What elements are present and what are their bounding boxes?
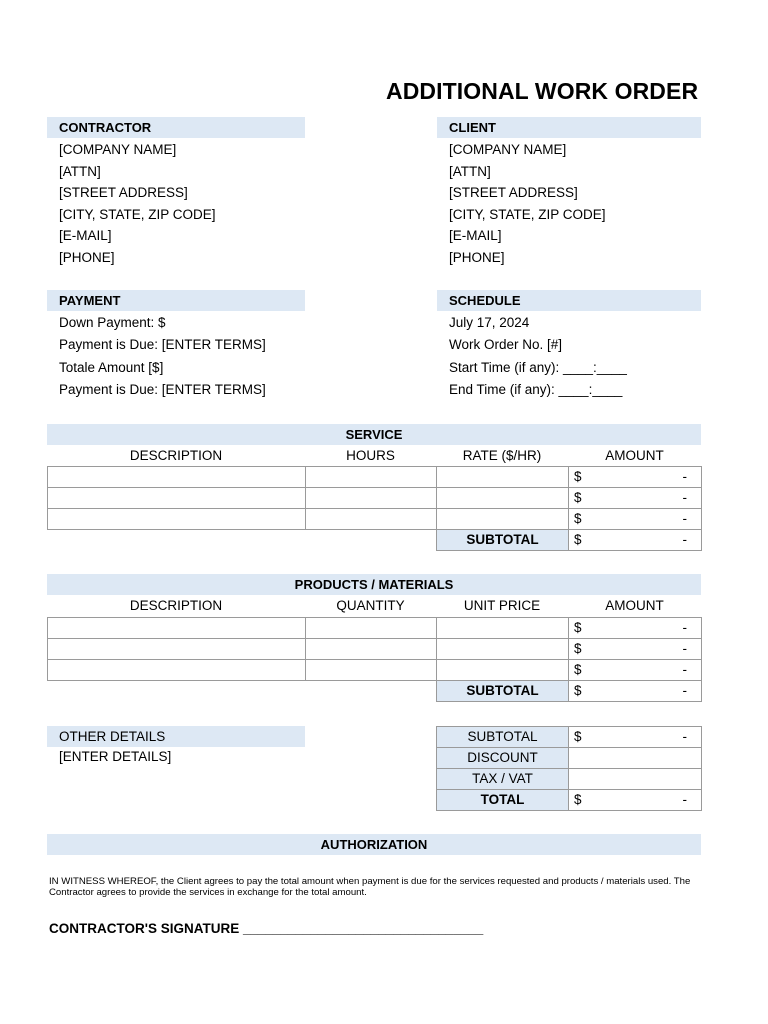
service-subtotal-label: SUBTOTAL xyxy=(437,530,569,551)
service-description-cell[interactable] xyxy=(48,488,306,509)
totals-total-cell xyxy=(569,790,702,811)
table-row xyxy=(48,467,702,488)
schedule-end-time: End Time (if any): ____:____ xyxy=(449,381,623,397)
products-heading: PRODUCTS / MATERIALS xyxy=(47,574,701,595)
currency-symbol: $ xyxy=(574,641,582,656)
service-rate-cell[interactable] xyxy=(437,467,569,488)
products-col-description: DESCRIPTION xyxy=(129,598,223,613)
contractor-city: [CITY, STATE, ZIP CODE] xyxy=(59,206,216,222)
service-amount-cell[interactable] xyxy=(569,488,702,509)
products-subtotal-cell xyxy=(569,681,702,702)
table-row xyxy=(48,488,702,509)
amount-value: - xyxy=(682,683,687,698)
schedule-heading: SCHEDULE xyxy=(437,290,701,311)
service-hours-cell[interactable] xyxy=(306,488,437,509)
amount-value: - xyxy=(682,532,687,547)
table-row xyxy=(48,618,702,639)
totals-discount-row xyxy=(437,748,702,769)
products-col-quantity: QUANTITY xyxy=(336,598,405,613)
product-unit-price-cell[interactable] xyxy=(437,618,569,639)
product-unit-price-cell[interactable] xyxy=(437,660,569,681)
service-col-rate: RATE ($/HR) xyxy=(462,448,542,463)
currency-symbol: $ xyxy=(574,511,582,526)
contractor-signature-line[interactable]: CONTRACTOR'S SIGNATURE ________________________________ xyxy=(49,921,484,936)
contractor-street: [STREET ADDRESS] xyxy=(59,185,188,200)
contractor-attn: [ATTN] xyxy=(59,163,101,179)
product-quantity-cell[interactable] xyxy=(306,618,437,639)
schedule-work-order-no: Work Order No. [#] xyxy=(449,337,563,353)
authorization-heading: AUTHORIZATION xyxy=(47,834,701,855)
totals-subtotal-cell xyxy=(569,727,702,748)
currency-symbol: $ xyxy=(574,662,582,677)
document-title: ADDITIONAL WORK ORDER xyxy=(386,78,699,104)
totals-table xyxy=(436,726,702,811)
service-rate-cell[interactable] xyxy=(437,488,569,509)
contractor-company: [COMPANY NAME] xyxy=(59,142,177,157)
currency-symbol: $ xyxy=(574,469,582,484)
service-hours-cell[interactable] xyxy=(306,509,437,530)
currency-symbol: $ xyxy=(574,729,582,744)
product-unit-price-cell[interactable] xyxy=(437,639,569,660)
product-description-cell[interactable] xyxy=(48,618,306,639)
other-details-text[interactable]: [ENTER DETAILS] xyxy=(59,749,172,764)
schedule-date: July 17, 2024 xyxy=(449,315,530,330)
totals-subtotal-row xyxy=(437,727,702,748)
table-row xyxy=(48,509,702,530)
contractor-phone: [PHONE] xyxy=(59,249,115,265)
products-subtotal-row xyxy=(48,681,702,702)
schedule-details xyxy=(449,312,627,401)
amount-value: - xyxy=(682,729,687,744)
product-amount-cell[interactable] xyxy=(569,618,702,639)
product-quantity-cell[interactable] xyxy=(306,660,437,681)
table-row xyxy=(48,639,702,660)
service-col-description: DESCRIPTION xyxy=(129,448,223,463)
currency-symbol: $ xyxy=(574,532,582,547)
totals-discount-label: DISCOUNT xyxy=(437,748,569,769)
amount-value: - xyxy=(682,620,687,635)
totals-total-row xyxy=(437,790,702,811)
client-details xyxy=(449,139,606,268)
service-hours-cell[interactable] xyxy=(306,467,437,488)
products-subtotal-label: SUBTOTAL xyxy=(437,681,569,702)
client-phone: [PHONE] xyxy=(449,249,505,265)
service-table xyxy=(47,466,702,551)
payment-total-amount: Totale Amount [$] xyxy=(59,359,164,375)
payment-due-2: Payment is Due: [ENTER TERMS] xyxy=(59,381,266,397)
products-col-unit-price: UNIT PRICE xyxy=(463,598,541,613)
currency-symbol: $ xyxy=(574,683,582,698)
totals-total-label: TOTAL xyxy=(437,790,569,811)
witness-statement: IN WITNESS WHEREOF, the Client agrees to pay the total amount when payment is due for the services requested and products / materials used. The Contractor agrees to provide the services in exchange for the total amount. xyxy=(49,876,691,898)
client-email: [E-MAIL] xyxy=(449,228,502,243)
amount-value: - xyxy=(682,641,687,656)
service-amount-cell[interactable] xyxy=(569,509,702,530)
payment-down-payment: Down Payment: $ xyxy=(59,315,166,330)
totals-subtotal-label: SUBTOTAL xyxy=(437,727,569,748)
client-company: [COMPANY NAME] xyxy=(449,142,567,157)
service-rate-cell[interactable] xyxy=(437,509,569,530)
product-amount-cell[interactable] xyxy=(569,639,702,660)
service-description-cell[interactable] xyxy=(48,509,306,530)
other-details-heading: OTHER DETAILS xyxy=(47,726,305,747)
amount-value: - xyxy=(682,490,687,505)
product-quantity-cell[interactable] xyxy=(306,639,437,660)
service-col-hours: HOURS xyxy=(346,448,395,463)
payment-details xyxy=(59,312,266,401)
amount-value: - xyxy=(682,469,687,484)
service-description-cell[interactable] xyxy=(48,467,306,488)
client-city: [CITY, STATE, ZIP CODE] xyxy=(449,206,606,222)
service-amount-cell[interactable] xyxy=(569,467,702,488)
contractor-heading: CONTRACTOR xyxy=(47,117,305,138)
payment-due: Payment is Due: [ENTER TERMS] xyxy=(59,337,266,353)
totals-tax-label: TAX / VAT xyxy=(437,769,569,790)
product-description-cell[interactable] xyxy=(48,639,306,660)
products-table xyxy=(47,617,702,702)
product-amount-cell[interactable] xyxy=(569,660,702,681)
amount-value: - xyxy=(682,511,687,526)
contractor-email: [E-MAIL] xyxy=(59,228,112,243)
payment-heading: PAYMENT xyxy=(47,290,305,311)
currency-symbol: $ xyxy=(574,792,582,807)
contractor-details xyxy=(59,139,216,268)
client-attn: [ATTN] xyxy=(449,163,491,179)
currency-symbol: $ xyxy=(574,490,582,505)
service-subtotal-row xyxy=(48,530,702,551)
products-col-amount: AMOUNT xyxy=(605,598,664,613)
totals-tax-cell[interactable] xyxy=(569,769,702,790)
amount-value: - xyxy=(682,792,687,807)
product-description-cell[interactable] xyxy=(48,660,306,681)
client-street: [STREET ADDRESS] xyxy=(449,185,578,200)
service-subtotal-cell xyxy=(569,530,702,551)
currency-symbol: $ xyxy=(574,620,582,635)
schedule-start-time: Start Time (if any): ____:____ xyxy=(449,359,627,375)
service-col-amount: AMOUNT xyxy=(605,448,664,463)
totals-tax-row xyxy=(437,769,702,790)
amount-value: - xyxy=(682,662,687,677)
totals-discount-cell[interactable] xyxy=(569,748,702,769)
service-heading: SERVICE xyxy=(47,424,701,445)
table-row xyxy=(48,660,702,681)
client-heading: CLIENT xyxy=(437,117,701,138)
